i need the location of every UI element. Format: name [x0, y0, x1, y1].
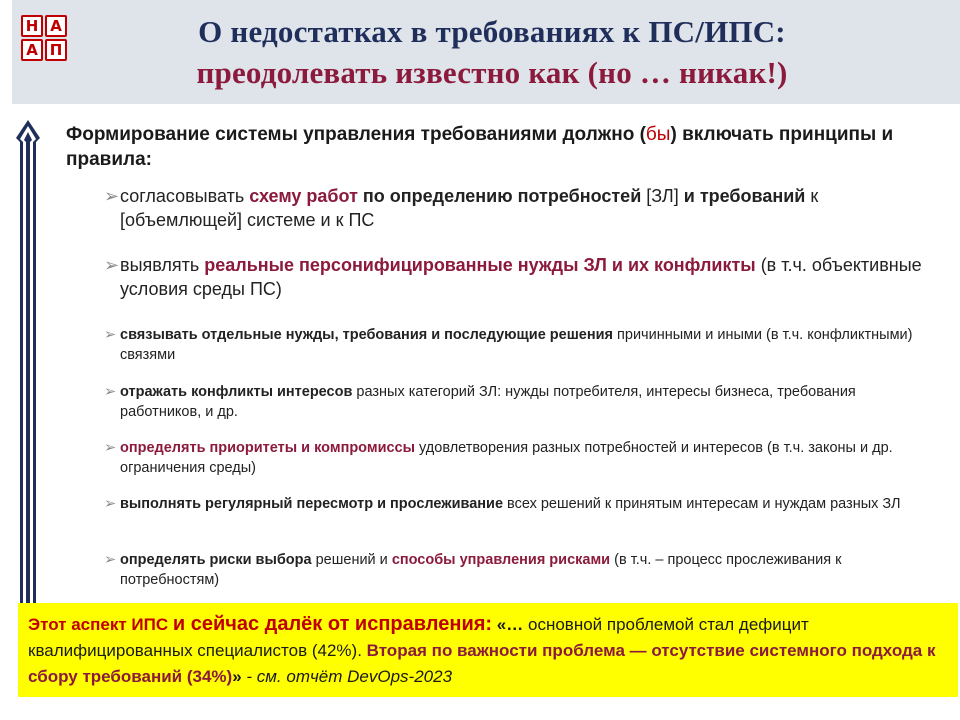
bullet-arrow-icon: ➢ [104, 255, 120, 275]
intro-part2: ) включать принципы и правила: [66, 124, 894, 170]
logo-letter: Н [21, 15, 43, 37]
list-item [104, 494, 924, 514]
intro-part1: Формирование системы управления требованиями должно ( [66, 124, 646, 145]
item-text: удовлетворения разных потребностей и интересов (в т.ч. законы и др. ограничения среды) [120, 440, 893, 476]
bullet-arrow-icon: ➢ [104, 440, 117, 456]
callout-text: … [506, 615, 524, 634]
item-text: выявлять [120, 255, 205, 275]
item-text: решений и [311, 552, 392, 568]
item-text: (в т.ч. – процесс прослеживания к потребностям) [120, 552, 842, 588]
bullet-arrow-icon: ➢ [104, 552, 117, 568]
napn-logo [20, 14, 68, 62]
item-text: отражать конфликты интересов [120, 384, 353, 400]
logo-letter: А [21, 39, 43, 61]
item-text: причинными и иными (в т.ч. конфликтными) связями [120, 327, 913, 363]
item-text: разных категорий ЗЛ: нужды потребителя, интересы бизнеса, требования работников, и др. [120, 384, 856, 420]
item-text: (в т.ч. объективные условия среды ПС) [120, 255, 922, 299]
logo-letter: П [45, 39, 67, 61]
bullet-arrow-icon: ➢ [104, 496, 117, 512]
callout-text: Этот аспект ИПС [28, 615, 173, 634]
list-item [104, 438, 924, 478]
list-item [104, 325, 924, 365]
item-text: определять приоритеты и компромиссы [120, 440, 415, 456]
bullet-arrow-icon: ➢ [104, 327, 117, 343]
slide-title-line2: преодолевать известно как (но … никак!) [196, 55, 788, 90]
callout-text: основной проблемой стал дефицит квалифицированных специалистов (42%). [28, 615, 809, 660]
item-text: схему работ [249, 186, 358, 206]
callout-text: » [232, 667, 242, 686]
title-banner [12, 0, 960, 104]
item-text: и требований [678, 186, 806, 206]
item-text: согласовывать [120, 186, 250, 206]
callout-text: « [492, 615, 507, 634]
list-item [104, 550, 924, 590]
item-text: связывать отдельные нужды, требования и последующие решения [120, 327, 614, 343]
callout-text: и сейчас далёк от исправления: [172, 613, 493, 635]
item-text: всех решений к принятым интересам и нуждам разных ЗЛ [503, 496, 901, 512]
intro-text [66, 122, 946, 172]
bullet-arrow-icon: ➢ [104, 384, 117, 400]
item-text: способы управления рисками [391, 552, 611, 568]
intro-emphasis: бы [645, 124, 671, 145]
logo-letter: А [45, 15, 67, 37]
item-text: [ЗЛ] [646, 186, 679, 206]
callout-source: - см. отчёт DevOps-2023 [241, 667, 453, 686]
slide-title-line1: О недостатках в требованиях к ПС/ИПС: [198, 14, 786, 49]
callout-text: Вторая по важности проблема — отсутствие системного подхода к сбору требований (34%) [28, 641, 936, 686]
list-item [104, 253, 924, 301]
item-text: выполнять регулярный пересмотр и прослеживание [120, 496, 504, 512]
item-text: к [объемлющей] системе и к ПС [120, 186, 819, 230]
item-text: определять риски выбора [120, 552, 312, 568]
highlight-callout [18, 603, 958, 697]
item-text: по определению потребностей [357, 186, 647, 206]
bullet-arrow-icon: ➢ [104, 186, 120, 206]
list-item [104, 382, 924, 422]
list-item [104, 184, 924, 232]
item-text: реальные персонифицированные нужды ЗЛ и их конфликты [204, 255, 756, 275]
